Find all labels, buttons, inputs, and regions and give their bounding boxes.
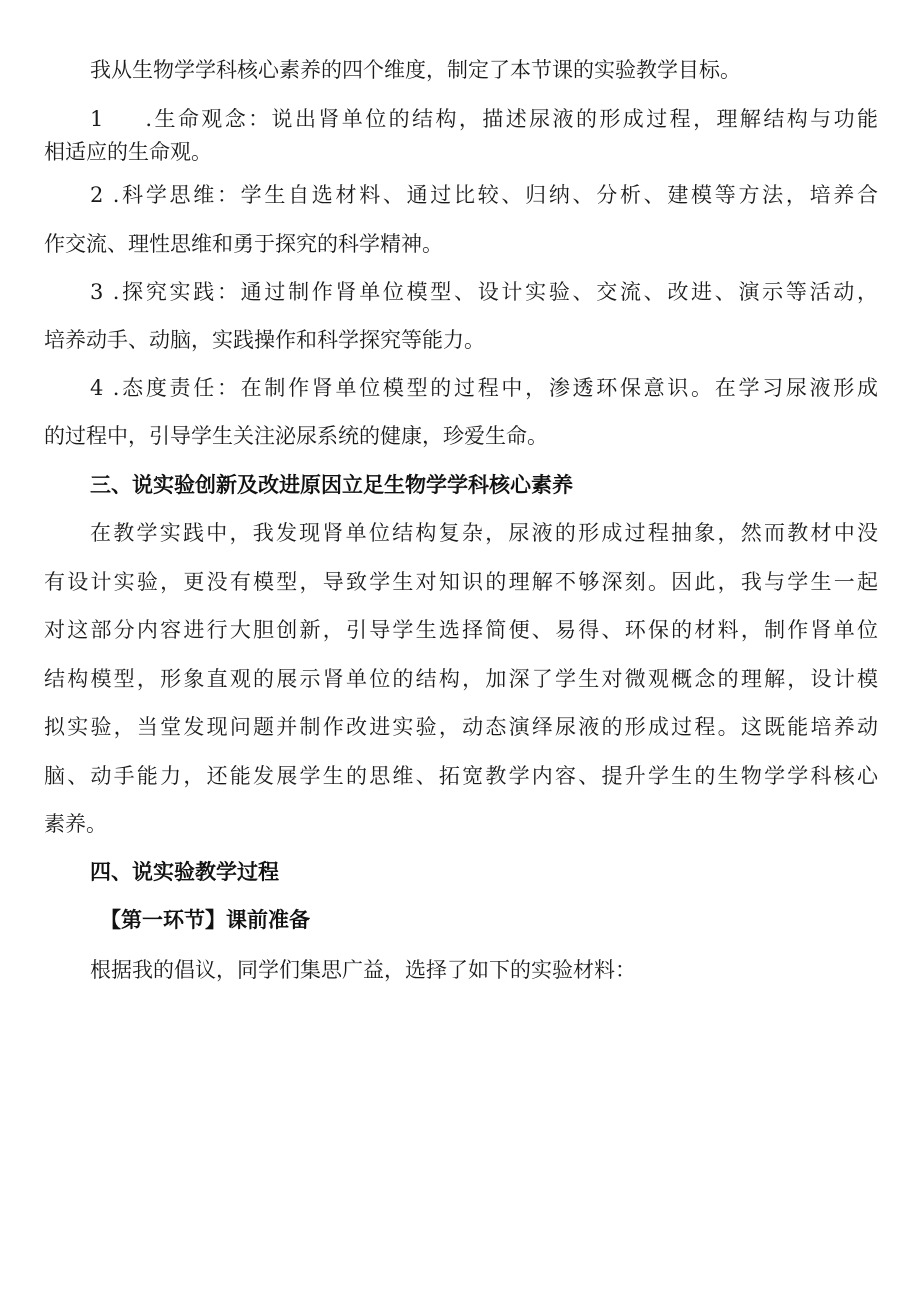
intro-paragraph: 我从生物学学科核心素养的四个维度，制定了本节课的实验教学目标。 xyxy=(90,58,741,82)
goal-2-text: .科学思维：学生自选材料、通过比较、归纳、分析、建模等方法，培养合 xyxy=(112,183,878,207)
section-3-line-4: 结构模型，形象直观的展示肾单位的结构，加深了学生对微观概念的理解，设计模 xyxy=(44,667,878,691)
goal-1-line-2: 相适应的生命观。 xyxy=(44,140,212,164)
section-3-line-3: 对这部分内容进行大胆创新，引导学生选择简便、易得、环保的材料，制作肾单位 xyxy=(44,618,878,642)
goal-2-number: 2 xyxy=(90,183,104,207)
goal-4-text: .态度责任：在制作肾单位模型的过程中，渗透环保意识。在学习尿液形成 xyxy=(112,376,878,400)
section-4-heading: 四、说实验教学过程 xyxy=(90,860,279,884)
goal-4-number: 4 xyxy=(90,376,104,400)
goal-3-number: 3 xyxy=(90,280,104,304)
step-1-heading: 【第一环节】课前准备 xyxy=(100,908,310,932)
goal-3-line-1 xyxy=(90,277,878,307)
section-3-line-1: 在教学实践中，我发现肾单位结构复杂，尿液的形成过程抽象，然而教材中没 xyxy=(90,521,878,545)
goal-1-number: 1 xyxy=(90,107,104,131)
goal-1-text: .生命观念：说出肾单位的结构，描述尿液的形成过程，理解结构与功能 xyxy=(145,107,878,131)
goal-1-line-1 xyxy=(90,104,878,134)
section-3-line-2: 有设计实验，更没有模型，导致学生对知识的理解不够深刻。因此，我与学生一起 xyxy=(44,570,878,594)
section-3-line-7: 素养。 xyxy=(44,812,107,836)
goal-2-line-2: 作交流、理性思维和勇于探究的科学精神。 xyxy=(44,232,443,256)
goal-3-line-2: 培养动手、动脑，实践操作和科学探究等能力。 xyxy=(44,328,485,352)
step-1-text: 根据我的倡议，同学们集思广益，选择了如下的实验材料： xyxy=(90,958,636,982)
section-3-line-6: 脑、动手能力，还能发展学生的思维、拓宽教学内容、提升学生的生物学学科核心 xyxy=(44,764,878,788)
goal-4-line-1 xyxy=(90,373,878,403)
goal-2-line-1 xyxy=(90,180,878,210)
section-3-line-5: 拟实验，当堂发现问题并制作改进实验，动态演绎尿液的形成过程。这既能培养动 xyxy=(44,715,878,739)
goal-3-text: .探究实践：通过制作肾单位模型、设计实验、交流、改进、演示等活动， xyxy=(112,280,878,304)
goal-4-line-2: 的过程中，引导学生关注泌尿系统的健康，珍爱生命。 xyxy=(44,424,548,448)
section-3-heading: 三、说实验创新及改进原因立足生物学学科核心素养 xyxy=(90,473,573,497)
